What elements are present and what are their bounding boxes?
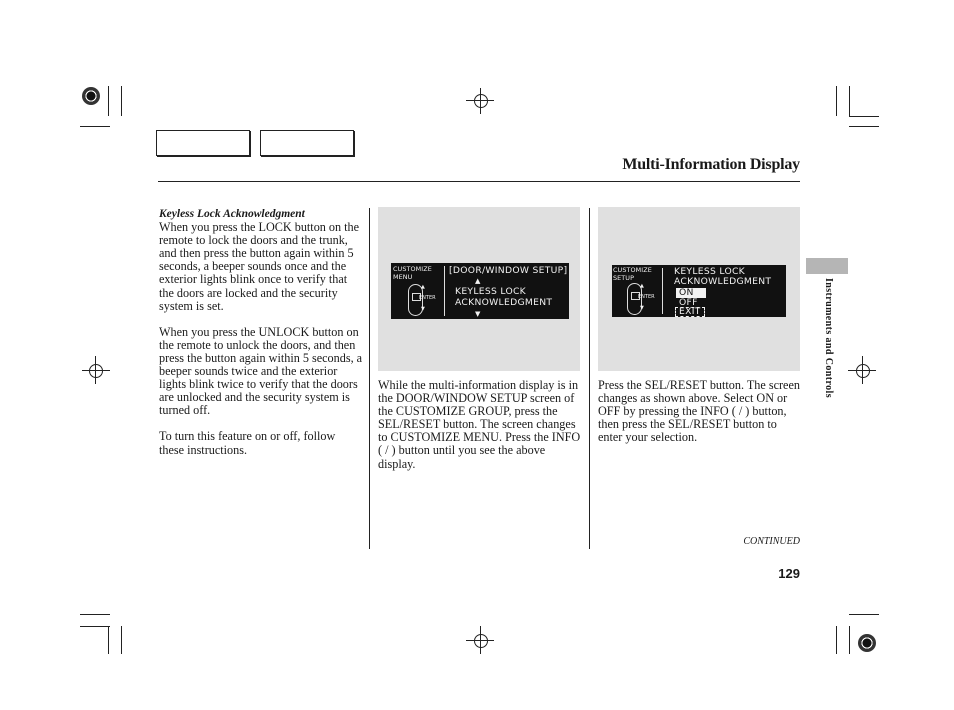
nav-tab-box-1[interactable] [156, 130, 250, 156]
option-exit[interactable]: EXIT [675, 307, 705, 317]
left-label: CUSTOMIZE [613, 266, 652, 274]
section-tab-marker [806, 258, 848, 274]
crop-mark [836, 86, 837, 116]
display-illustration-2 [598, 207, 800, 371]
crop-mark [108, 86, 109, 116]
crop-mark [121, 626, 122, 654]
crop-mark [80, 614, 110, 615]
text-column-3 [598, 379, 802, 457]
display-screen-1 [391, 263, 569, 319]
paragraph-lock: When you press the LOCK button on the remote to lock the doors and the trunk, and then press the button again within 5 seconds, a beeper sounds once and the exterior lights blink once to verify that the doors are locked and the security system is set. [159, 220, 360, 313]
display-screen-2 [612, 265, 786, 317]
nav-tab-box-2[interactable] [260, 130, 354, 156]
crop-mark [80, 126, 110, 127]
title-rule [158, 181, 800, 182]
text-column-1 [159, 208, 363, 470]
crop-mark [108, 626, 109, 654]
crop-mark [849, 126, 879, 127]
column-divider-2 [589, 208, 590, 549]
option-off[interactable]: OFF [679, 297, 698, 308]
up-arrow-icon: ▲ [475, 277, 481, 285]
enter-label: ENTER [419, 295, 436, 301]
down-arrow-icon: ▼ [640, 305, 644, 311]
page-title: Multi-Information Display [622, 156, 800, 173]
crop-mark [849, 626, 850, 654]
down-arrow-icon: ▼ [421, 306, 425, 312]
section-heading: Keyless Lock Acknowledgment [159, 208, 305, 220]
crop-mark [121, 86, 122, 116]
up-arrow-icon: ▲ [421, 284, 425, 290]
screen-line-1: KEYLESS LOCK [455, 286, 527, 297]
crop-mark [836, 626, 837, 654]
enter-label: ENTER [638, 294, 655, 300]
text-column-2 [378, 379, 582, 484]
option-on[interactable]: ON [676, 288, 706, 298]
crop-mark [849, 614, 879, 615]
paragraph-select-option: Press the SEL/RESET button. The screen changes as shown above. Select ON or OFF by pressing the INFO ( / ) button, then press the SEL/RESET button to enter your selection. [598, 378, 800, 445]
screen-line-2: ACKNOWLEDGMENT [674, 276, 772, 287]
page-number: 129 [778, 566, 800, 581]
paragraph-display-menu: While the multi-information display is in the DOOR/WINDOW SETUP screen of the CUSTOMIZE GROUP, press the SEL/RESET button. The screen changes to CUSTOMIZE MENU. Press the INFO ( / ) button until you see the above display. [378, 378, 581, 471]
paragraph-instructions: To turn this feature on or off, follow these instructions. [159, 429, 336, 457]
column-divider-1 [369, 208, 370, 549]
left-label: MENU [393, 273, 413, 281]
screen-header: [DOOR/WINDOW SETUP] [449, 265, 568, 276]
registration-mark-bottom-right [858, 634, 876, 652]
left-label: CUSTOMIZE [393, 265, 432, 273]
crop-mark [849, 86, 850, 116]
screen-divider [662, 268, 663, 314]
continued-label: CONTINUED [743, 536, 800, 547]
left-label: SETUP [613, 274, 635, 282]
registration-mark-top-left [82, 87, 100, 105]
crop-mark [80, 626, 110, 627]
screen-line-2: ACKNOWLEDGMENT [455, 297, 553, 308]
screen-divider [444, 266, 445, 316]
up-arrow-icon: ▲ [640, 283, 644, 289]
crop-mark [849, 116, 879, 117]
display-illustration-1 [378, 207, 580, 371]
down-arrow-icon: ▼ [475, 310, 481, 318]
section-tab-label: Instruments and Controls [823, 278, 834, 398]
paragraph-unlock: When you press the UNLOCK button on the remote to unlock the doors, and then press the button again within 5 seconds, a beeper sounds twice and the exterior lights blink twice to verify that the doors are unlocked and the security system is turned off. [159, 324, 363, 418]
screen-line-1: KEYLESS LOCK [674, 266, 746, 277]
